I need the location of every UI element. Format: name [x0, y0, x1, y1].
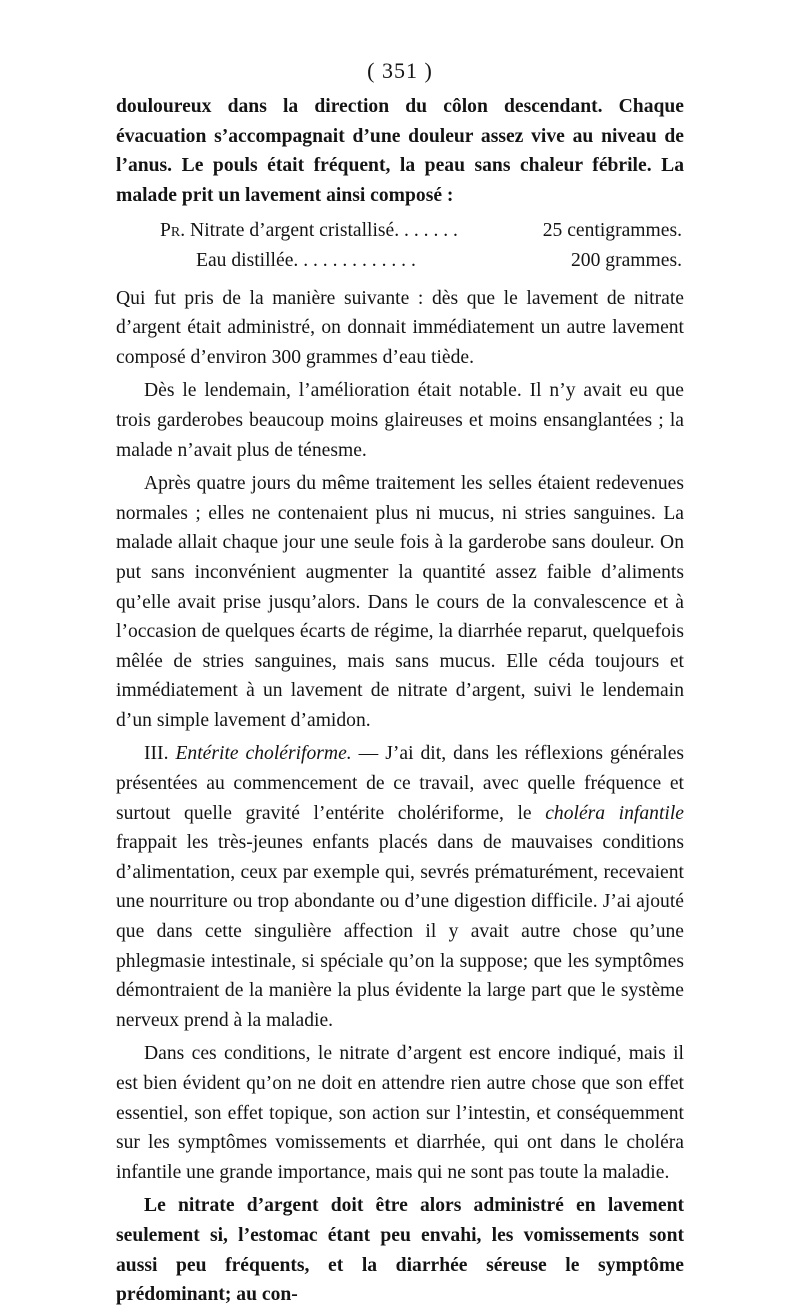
paragraph-conditions: Dans ces conditions, le nitrate d’argent est encore indiqué, mais il est bien évident qu’on ne doit en attendre rien autre chose que son effet essentiel, son effet topique, son action sur l’intestin, et conséquemment sur les symptômes vomissements et diarrhée, qui ont dans le choléra infantile une grande importance, mais qui ne sont pas toute la maladie. [116, 1043, 684, 1183]
prescription-prefix: Pr. [160, 220, 186, 242]
prescription-block [116, 216, 684, 275]
paragraph-improvement: Dès le lendemain, l’amélioration était notable. Il n’y avait eu que trois garderobes beaucoup moins glaireuses et moins ensanglantées ; la malade n’avait plus de ténesme. [116, 380, 684, 461]
section-number: III. [144, 743, 169, 765]
prescription-ingredient-1: Nitrate d’argent cristallisé. . . . . . . [190, 220, 458, 242]
page-body [116, 92, 684, 1310]
section-cholera [116, 739, 684, 1035]
prescription-quantity-2: 200 grammes. [570, 249, 682, 271]
paragraph-continuation: douloureux dans la direction du côlon descendant. Chaque évacuation s’accompagnait d’une douleur assez vive au niveau de l’anus. Le pouls était fréquent, la peau sans chaleur fébrile. La malade prit un lavement ainsi composé : [116, 96, 684, 206]
section-title: Entérite cholériforme. [175, 743, 352, 765]
section-rest: frappait les très-jeunes enfants placés dans de mauvaises conditions d’alimentation, ceux par exemple qui, sevrés prématurément, recevaient une nourriture ou trop abondante ou d’une digestion difficile. J’ai ajouté que dans cette singulière affection il y avait autre chose qu’une phlegmasie intestinale, si spéciale qu’on la suppose; que les symptômes démontraient de la manière la plus évidente la large part que le système nerveux prend à la maladie. [116, 832, 684, 1031]
section-intro: — J’ai dit, dans les réflexions générales présentées au commencement de ce travail, avec quelle fréquence et surtout quelle gravité l’entérite cholériforme, le [116, 743, 685, 824]
paragraph-enema-administration: Le nitrate d’argent doit être alors administré en lavement seulement si, l’estomac étant peu envahi, les vomissements sont aussi peu fréquents, et la diarrhée séreuse le symptôme prédominant; au con- [116, 1195, 684, 1306]
page-number: ( 351 ) [367, 58, 433, 83]
prescription-quantity-1: 25 centigrammes. [542, 220, 682, 242]
prescription-ingredient-2: Eau distillée. . . . . . . . . . . . . [196, 249, 416, 271]
paragraph-recovery: Après quatre jours du même traitement les selles étaient redevenues normales ; elles ne contenaient plus ni mucus, ni stries sanguines. La malade allait chaque jour une seule fois à la garderobe sans douleur. On put sans inconvénient augmenter la quantité assez faible d’aliments qu’elle avait prise jusqu’alors. Dans le cours de la convalescence et à l’occasion de quelques écarts de régime, la diarrhée reparut, quelquefois mêlée de stries sanguines, mais sans mucus. Elle céda toujours et immédiatement à un lavement de nitrate d’argent, suivi le lendemain d’un simple lavement d’amidon. [116, 473, 684, 731]
paragraph-administration: Qui fut pris de la manière suivante : dès que le lavement de nitrate d’argent était administré, on donnait immédiatement un autre lavement composé d’environ 300 grammes d’eau tiède. [116, 287, 684, 368]
section-emphasis: choléra infantile [545, 802, 684, 824]
prescription-line-water [116, 246, 684, 276]
prescription-line-silver-nitrate [116, 216, 684, 246]
